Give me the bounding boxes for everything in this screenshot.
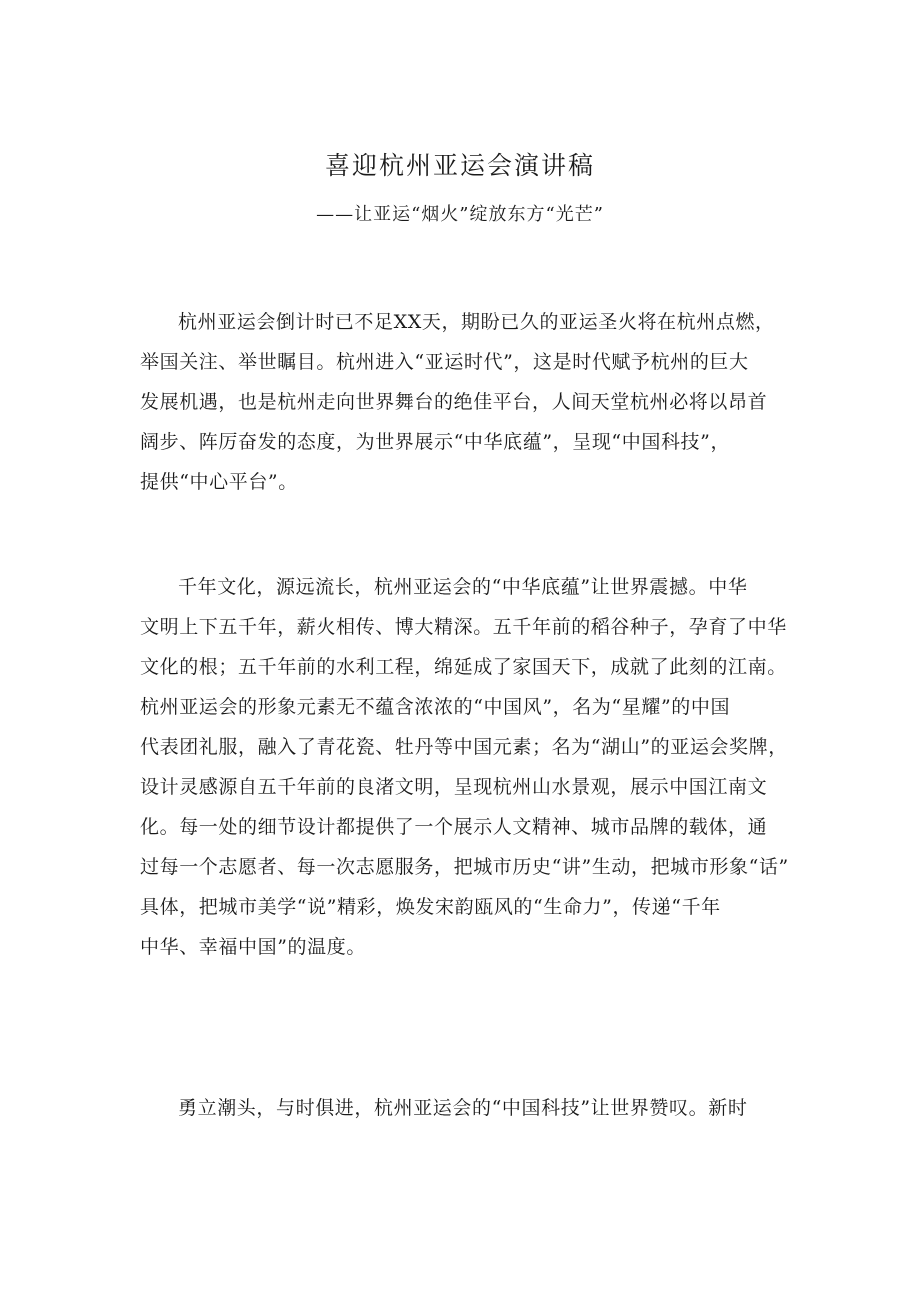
document-subtitle: ——让亚运“烟火”绽放东方“光芒” [316,204,604,225]
paragraph-line: 化。每一处的细节设计都提供了一个展示人文精神、城市品牌的载体，通 [140,816,768,838]
paragraph-line: 发展机遇，也是杭州走向世界舞台的绝佳平台，人间天堂杭州必将以昂首 [140,391,768,413]
document-title: 喜迎杭州亚运会演讲稿 [324,151,595,180]
paragraph-line: 千年文化，源远流长，杭州亚运会的“中华底蕴”让世界震撼。中华 [178,576,748,598]
paragraph-line: 设计灵感源自五千年前的良渚文明，呈现杭州山水景观，展示中国江南文 [140,776,768,798]
paragraph-3 [140,1088,790,1128]
paragraph-line: 具体，把城市美学“说”精彩，焕发宋韵瓯风的“生命力”，传递“千年 [140,896,721,918]
paragraph-line: 文化的根；五千年前的水利工程，绵延成了家国天下，成就了此刻的江南。 [140,656,787,678]
paragraph-2 [140,567,790,967]
paragraph-line: 过每一个志愿者、每一次志愿服务，把城市历史“讲”生动，把城市形象“话” [140,856,789,878]
paragraph-line: 代表团礼服，融入了青花瓷、牡丹等中国元素；名为“湖山”的亚运会奖牌， [140,736,788,758]
paragraph-line: 提供“中心平台”。 [140,471,298,493]
paragraph-line: 举国关注、举世瞩目。杭州进入“亚运时代”，这是时代赋予杭州的巨大 [140,351,749,373]
paragraph-line: 勇立潮头，与时俱进，杭州亚运会的“中国科技”让世界赞叹。新时 [178,1097,748,1119]
paragraph-line: 阔步、阵厉奋发的态度，为世界展示“中华底蕴”，呈现“中国科技”， [140,431,731,453]
paragraph-line: 中华、幸福中国”的温度。 [140,936,366,958]
paragraph-line: 杭州亚运会的形象元素无不蕴含浓浓的“中国风”，名为“星耀”的中国 [140,696,731,718]
paragraph-line: 杭州亚运会倒计时已不足XX天，期盼已久的亚运圣火将在杭州点燃， [178,311,775,333]
paragraph-line: 文明上下五千年，薪火相传、博大精深。五千年前的稻谷种子，孕育了中华 [140,616,787,638]
paragraph-1 [140,302,790,502]
